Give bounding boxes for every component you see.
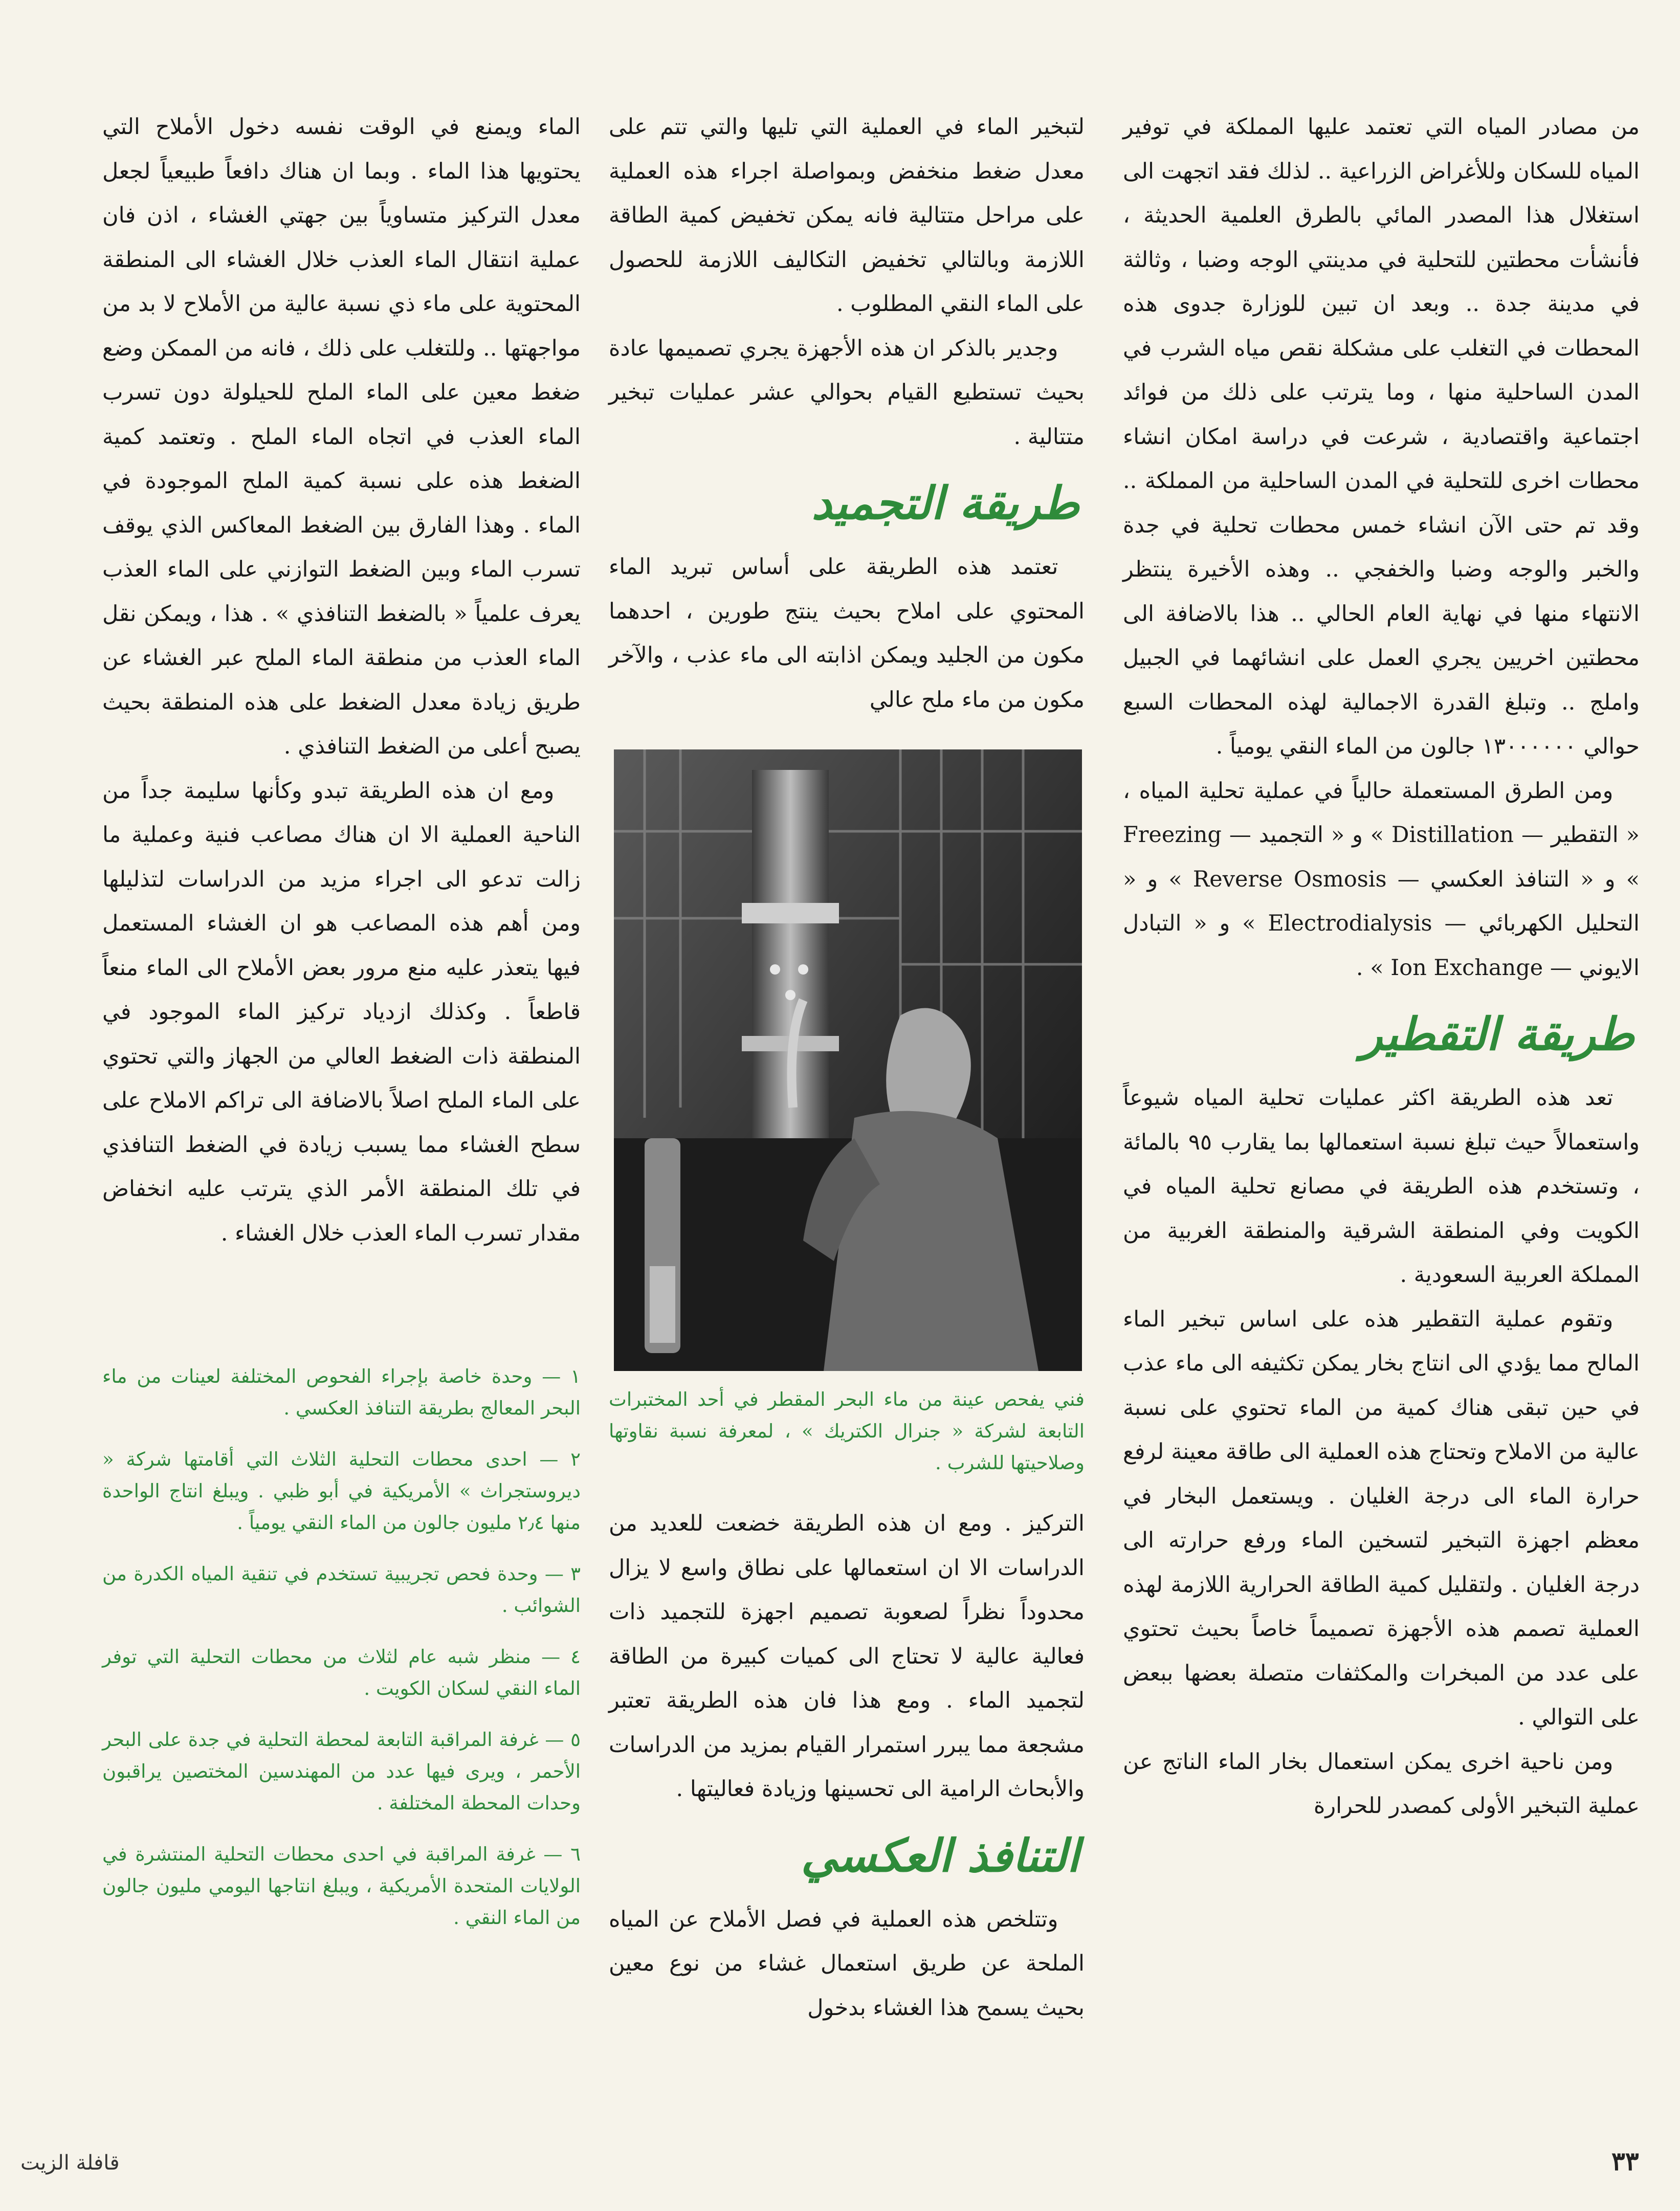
photo-caption: فني يفحص عينة من ماء البحر المقطر في أحد المختبرات التابعة لشركة « جنرال الكتريك » ، لمعرفة نسبة نقاوتها وصلاحيتها للشرب . bbox=[609, 1388, 1085, 1474]
paragraph: التركيز . ومع ان هذه الطريقة خضعت للعديد من الدراسات الا ان استعمالها على نطاق واسع لا يزال محدوداً نظراً لصعوبة تصميم اجهزة للتجميد ذات فعالية عالية لا تحتاج الى كميات كبيرة من الطاقة لتجميد الماء . ومع هذا فان هذه الطريقة تعتبر مشجعة مما يبرر استمرار القيام بمزيد من الدراسات والأبحاث الرامية الى تحسينها وزيادة فعاليتها . bbox=[609, 1511, 1085, 1802]
lab-technician-photo bbox=[614, 749, 1082, 1371]
page-number: ٣٣ bbox=[1611, 2146, 1639, 2176]
photo-note: ٥ — غرفة المراقبة التابعة لمحطة التحلية في جدة على البحر الأحمر ، ويرى فيها عدد من المهندسين المختصين يراقبون وحدات المحطة المختلفة . bbox=[102, 1729, 581, 1814]
paragraph: ومن ناحية اخرى يمكن استعمال بخار الماء الناتج عن عملية التبخير الأولى كمصدر للحرارة bbox=[1123, 1749, 1640, 1819]
photo-note: ١ — وحدة خاصة بإجراء الفحوص المختلفة لعينات من ماء البحر المعالج بطريقة التنافذ العكسي . bbox=[102, 1365, 581, 1419]
paragraph: الماء ويمنع في الوقت نفسه دخول الأملاح التي يحتويها هذا الماء . وبما ان هناك دافعاً طبيعياً لجعل معدل التركيز متساوياً بين جهتي الغشاء ، اذن فان عملية انتقال الماء العذب خلال الغشاء الى المنطقة المحتوية على ماء ذي نسبة عالية من الأملاح لا بد من مواجهتها .. وللتغلب على ذلك ، فانه من الممكن وضع ضغط معين على الماء الملح للحيلولة دون تسرب الماء العذب في اتجاه الماء الملح . وتعتمد كمية الضغط هذه على نسبة كمية الملح الموجودة في الماء . وهذا الفارق بين الضغط المعاكس الذي يوقف تسرب الماء وبين الضغط التوازني على الماء العذب يعرف علمياً « بالضغط التنافذي » . هذا ، ويمكن نقل الماء العذب من منطقة الماء الملح عبر الغشاء عن طريق زيادة معدل الضغط على هذه المنطقة بحيث يصبح أعلى من الضغط التنافذي . bbox=[102, 114, 581, 759]
paragraph: من مصادر المياه التي تعتمد عليها المملكة في توفير المياه للسكان وللأغراض الزراعية .. لذلك فقد اتجهت الى استغلال هذا المصدر المائي بالطرق العلمية الحديثة ، فأنشأت محطتين للتحلية في مدينتي الوجه وضبا ، وثالثة في مدينة جدة .. وبعد ان تبين للوزارة جدوى هذه المحطات في التغلب على مشكلة نقص مياه الشرب في المدن الساحلية منها ، وما يترتب على ذلك من فوائد اجتماعية واقتصادية ، شرعت في دراسة امكان انشاء محطات اخرى للتحلية في المدن الساحلية من المملكة .. وقد تم حتى الآن انشاء خمس محطات تحلية في جدة والخبر والوجه وضبا والخفجي .. وهذه الأخيرة ينتظر الانتهاء منها في نهاية العام الحالي .. هذا بالاضافة الى محطتين اخريين يجري العمل على انشائهما في الجبيل واملج .. وتبلغ القدرة الاجمالية لهذه المحطات السبع حوالي ١٣٠٠٠٠٠٠ جالون من الماء النقي يومياً . bbox=[1123, 114, 1640, 759]
paragraph: ومن الطرق المستعملة حالياً في عملية تحلية المياه ، « التقطير — Distillation » و « التجميد — Freezing » و « التنافذ العكسي — Reverse Osmosis » و « التحليل الكهربائي — Electrodialysis » و « التبادل الايوني — Ion Exchange » . bbox=[1123, 778, 1640, 981]
paragraph: وتقوم عملية التقطير هذه على اساس تبخير الماء المالح مما يؤدي الى انتاج بخار يمكن تكثيفه الى ماء عذب في حين تبقى هناك كمية من الماء تحتوي على نسبة عالية من الاملاح وتحتاج هذه العملية الى طاقة معينة لرفع حرارة الماء الى درجة الغليان . ويستعمل البخار في معظم اجهزة التبخير لتسخين الماء ورفع حرارته الى درجة الغليان . ولتقليل كمية الطاقة الحرارية اللازمة لهذه العملية تصمم هذه الأجهزة تصميماً خاصاً بحيث تحتوي على عدد من المبخرات والمكثفات متصلة بعضها ببعض على التوالي . bbox=[1123, 1306, 1640, 1730]
paragraph: وتتلخص هذه العملية في فصل الأملاح عن المياه الملحة عن طريق استعمال غشاء من نوع معين بحيث يسمح هذا الغشاء بدخول bbox=[609, 1906, 1085, 2021]
article-column-right bbox=[1123, 105, 1640, 1828]
paragraph: ومع ان هذه الطريقة تبدو وكأنها سليمة جداً من الناحية العملية الا ان هناك مصاعب فنية وعملية ما زالت تدعو الى اجراء مزيد من الدراسات لتذليلها ومن أهم هذه المصاعب هو ان الغشاء المستعمل فيها يتعذر عليه منع مرور بعض الأملاح الى الماء منعاً قاطعاً . وكذلك ازدياد تركيز الماء الموجود في المنطقة ذات الضغط العالي من الجهاز والتي تحتوي على الماء الملح اصلاً بالاضافة الى تراكم الاملاح على سطح الغشاء مما يسبب زيادة في الضغط التنافذي في تلك المنطقة الأمر الذي يترتب عليه انخفاض مقدار تسرب الماء العذب خلال الغشاء . bbox=[102, 778, 581, 1246]
paragraph: تعتمد هذه الطريقة على أساس تبريد الماء المحتوي على املاح بحيث ينتج طورين ، احدهما مكون من الجليد ويمكن اذابته الى ماء عذب ، والآخر مكون من ماء ملح عالي bbox=[609, 554, 1085, 713]
magazine-name: قافلة الزيت bbox=[20, 2151, 120, 2175]
article-column-middle bbox=[609, 105, 1085, 722]
photo-notes bbox=[102, 1361, 581, 1953]
section-heading-freezing: طريقة التجميد bbox=[811, 476, 1079, 529]
photo-note: ٤ — منظر شبه عام لثلاث من محطات التحلية التي توفر الماء النقي لسكان الكويت . bbox=[102, 1646, 581, 1699]
paragraph: وجدير بالذكر ان هذه الأجهزة يجري تصميمها عادة بحيث تستطيع القيام بحوالي عشر عمليات تبخير متتالية . bbox=[609, 335, 1085, 450]
paragraph: تعد هذه الطريقة اكثر عمليات تحلية المياه شيوعاً واستعمالاً حيث تبلغ نسبة استعمالها بما يقارب ٩٥ بالمائة ، وتستخدم هذه الطريقة في مصانع تحلية المياه في الكويت وفي المنطقة الشرقية والمنطقة الغربية من المملكة العربية السعودية . bbox=[1123, 1085, 1640, 1288]
photo-note: ٣ — وحدة فحص تجريبية تستخدم في تنقية المياه الكدرة من الشوائب . bbox=[102, 1563, 581, 1617]
section-heading-distillation: طريقة التقطير bbox=[1360, 1007, 1634, 1060]
photo-note: ٢ — احدى محطات التحلية الثلاث التي أقامتها شركة « ديروستجراث » الأمريكية في أبو ظبي . ويبلغ انتاج الواحدة منها ٢٫٤ مليون جالون من الماء النقي يومياً . bbox=[102, 1448, 581, 1534]
paragraph: لتبخير الماء في العملية التي تليها والتي تتم على معدل ضغط منخفض وبمواصلة اجراء هذه العملية على مراحل متتالية فانه يمكن تخفيض كمية الطاقة اللازمة وبالتالي تخفيض التكاليف اللازمة للحصول على الماء النقي المطلوب . bbox=[609, 114, 1085, 317]
article-column-left bbox=[102, 105, 581, 1255]
photo-note: ٦ — غرفة المراقبة في احدى محطات التحلية المنتشرة في الولايات المتحدة الأمريكية ، ويبلغ انتاجها اليومي مليون جالون من الماء النقي . bbox=[102, 1843, 581, 1929]
article-column-middle-lower bbox=[609, 1501, 1085, 2030]
photo-illustration bbox=[614, 749, 1082, 1371]
section-heading-reverse-osmosis: التنافذ العكسي bbox=[801, 1828, 1079, 1882]
